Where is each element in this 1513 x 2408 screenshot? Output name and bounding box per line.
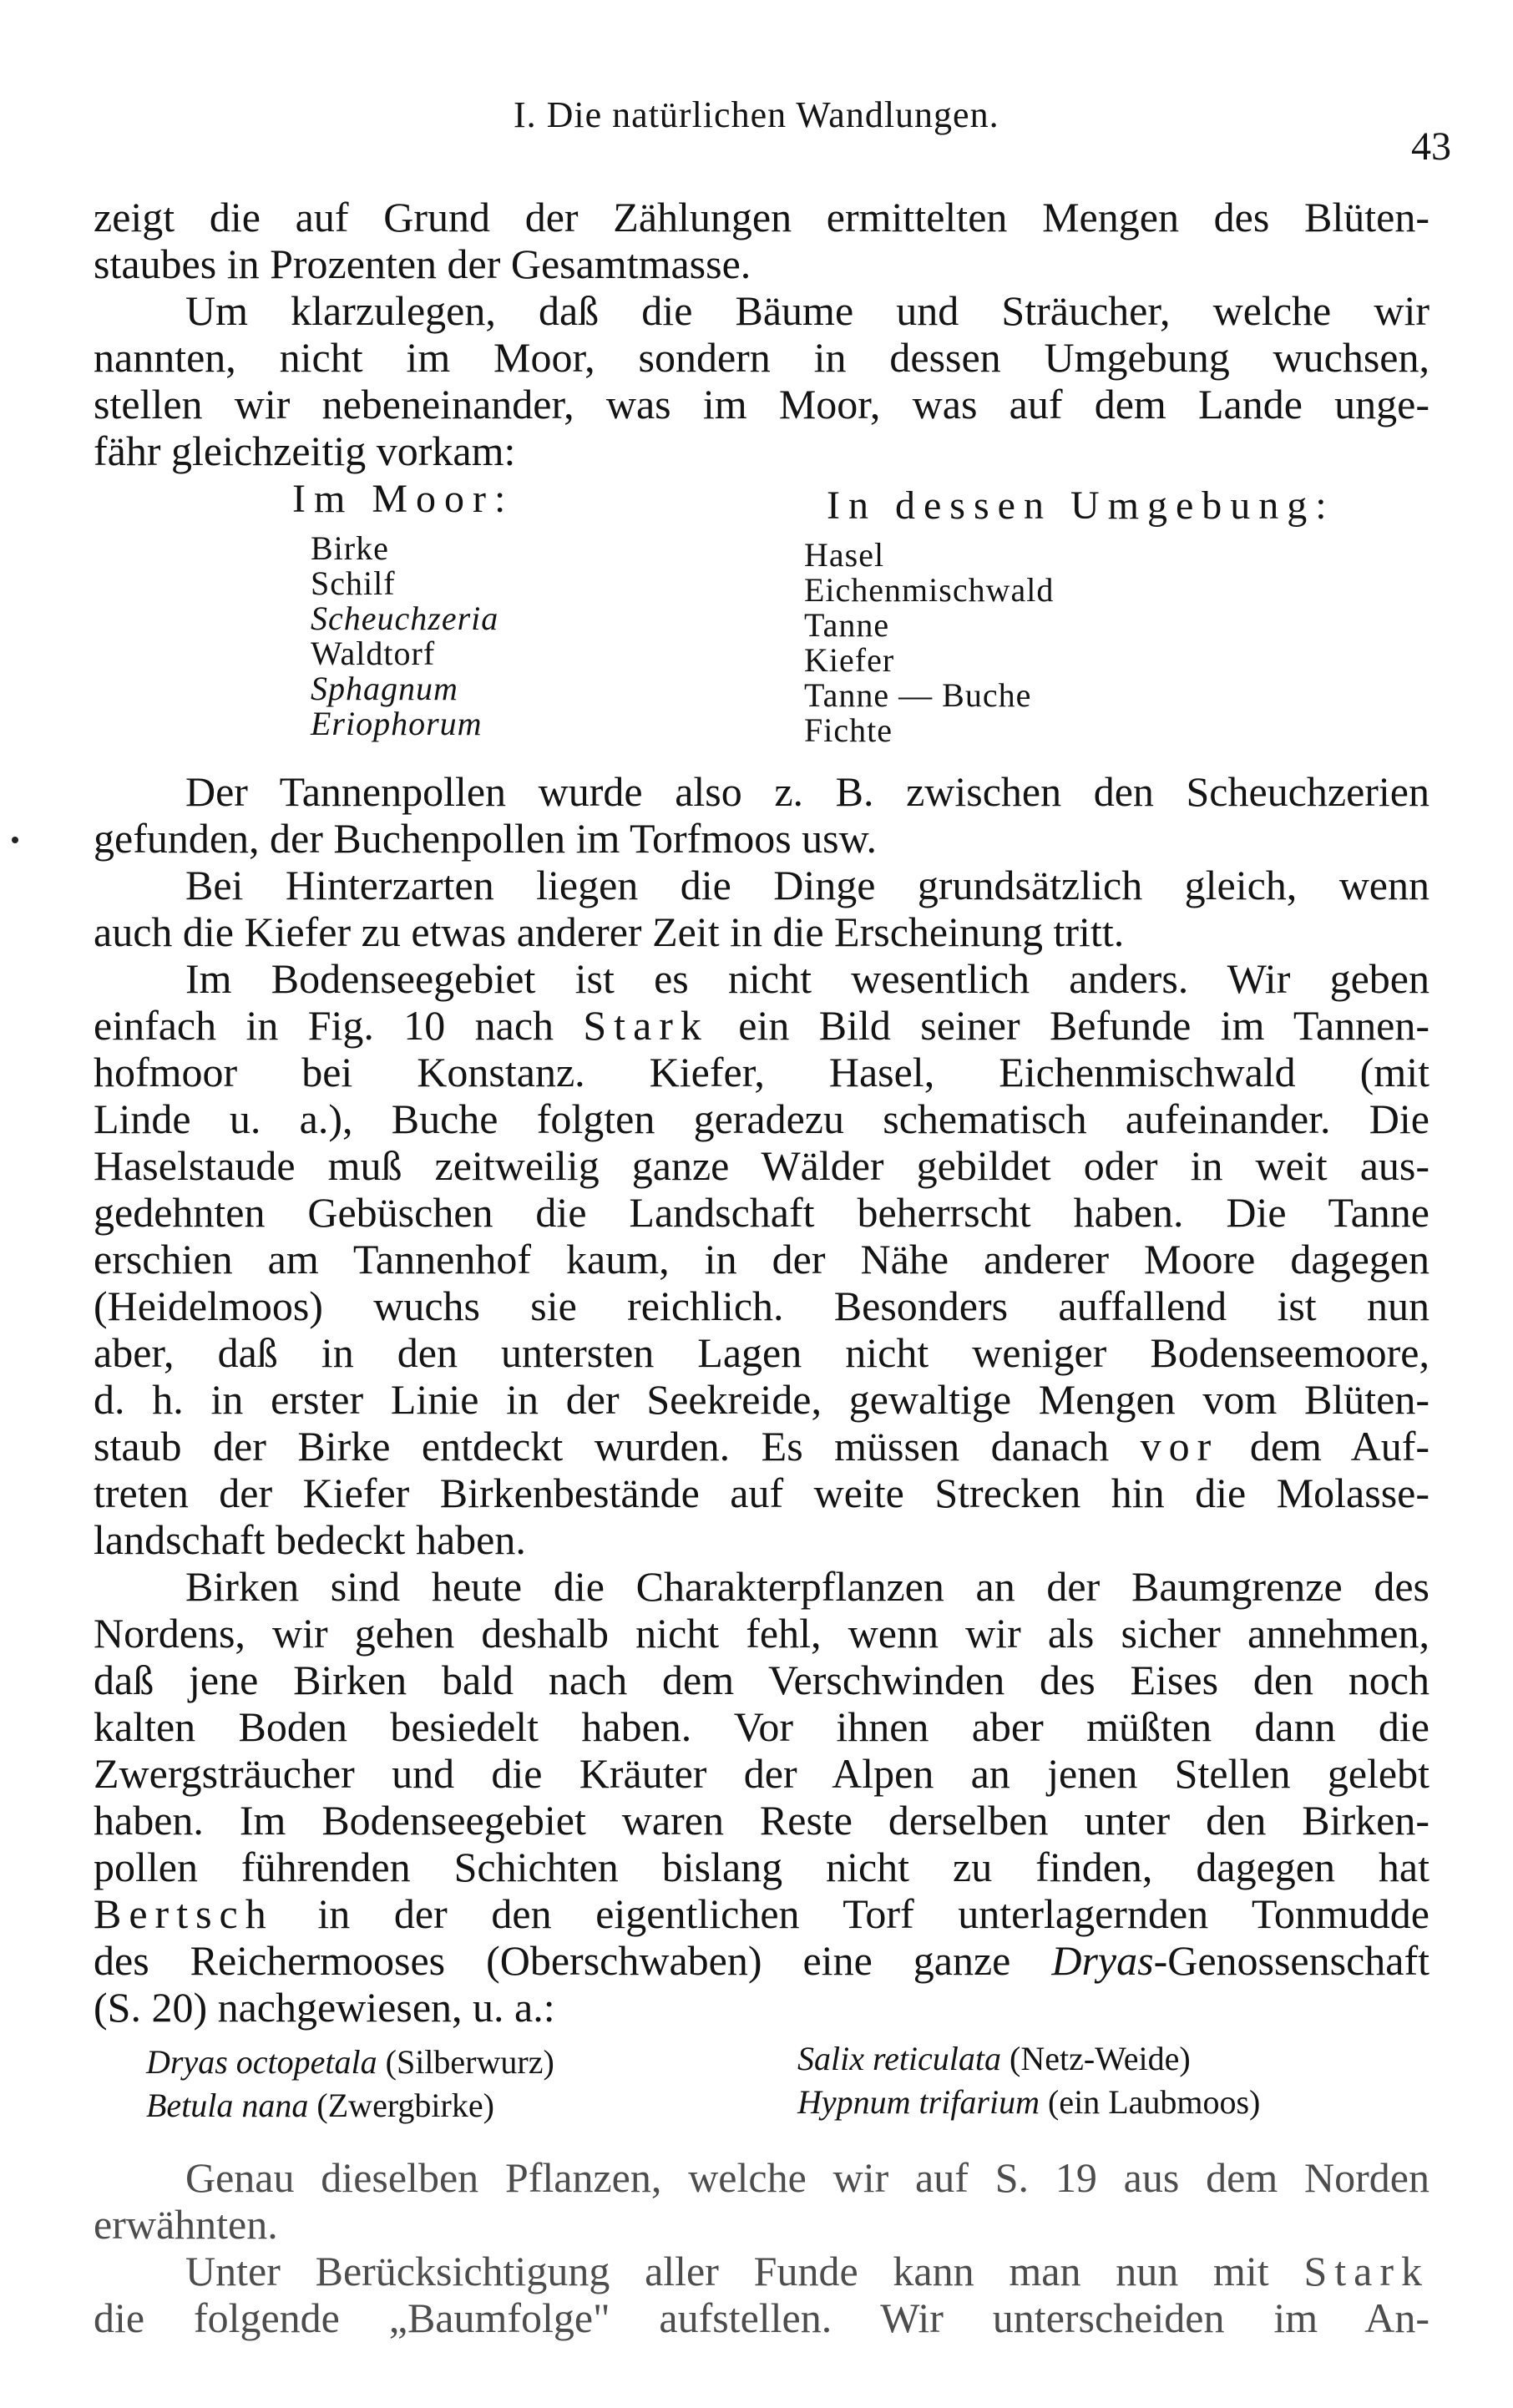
text-line: erschien am Tannenhof kaum, in der Nähe anderer Moore dagegen bbox=[94, 1236, 1430, 1282]
species-entry bbox=[146, 2084, 494, 2127]
running-title: I. Die natürlichen Wandlungen. bbox=[514, 94, 999, 135]
list-item: Fichte bbox=[804, 711, 893, 749]
list-item: Tanne — Buche bbox=[804, 676, 1032, 714]
text-line: (S. 20) nachgewiesen, u. a.: bbox=[94, 1984, 555, 2031]
text-line: Im Bodenseegebiet ist es nicht wesentlich anders. Wir geben bbox=[185, 955, 1430, 1002]
text-line bbox=[94, 2248, 1430, 2294]
text-line bbox=[94, 1423, 1430, 1470]
text-line: Nordens, wir gehen deshalb nicht fehl, wenn wir als sicher annehmen, bbox=[94, 1610, 1430, 1657]
species-entry bbox=[797, 2081, 1260, 2124]
text-span bbox=[1051, 1937, 1430, 1984]
text-line: kalten Boden besiedelt haben. Vor ihnen aber müßten dann die bbox=[94, 1703, 1430, 1750]
text-line: Bei Hinterzarten liegen die Dinge grundsätzlich gleich, wenn bbox=[185, 862, 1430, 908]
text-line bbox=[94, 1002, 1430, 1049]
author-name-bertsch: Bertsch bbox=[94, 1890, 274, 1937]
list-item: Eichenmischwald bbox=[804, 571, 1055, 609]
list-item: Hasel bbox=[804, 536, 885, 574]
text-line: zeigt die auf Grund der Zählungen ermittelten Mengen des Blüten- bbox=[94, 194, 1430, 240]
text-line: landschaft bedeckt haben. bbox=[94, 1516, 526, 1563]
column-heading-umgebung: In dessen Umgebung: bbox=[827, 483, 1335, 528]
list-item: Scheuchzeria bbox=[311, 599, 499, 637]
species-name: Hypnum trifarium bbox=[797, 2083, 1040, 2121]
text-line: gedehnten Gebüschen die Landschaft beherrscht haben. Die Tanne bbox=[94, 1189, 1430, 1236]
text-span: -Genossenschaft bbox=[1153, 1937, 1430, 1984]
author-name-stark: Stark bbox=[1303, 2248, 1430, 2294]
species-common-name: (Netz-Weide) bbox=[1010, 2040, 1191, 2077]
text-line: die folgende „Baumfolge" aufstellen. Wir unterscheiden im An- bbox=[94, 2294, 1430, 2341]
text-line: Um klarzulegen, daß die Bäume und Sträucher, welche wir bbox=[185, 287, 1430, 334]
list-item: Waldtorf bbox=[311, 635, 436, 672]
list-item: Tanne bbox=[804, 606, 890, 644]
text-span: in der den eigentlichen Torf unterlagernden Tonmudde bbox=[317, 1890, 1430, 1937]
text-line: Linde u. a.), Buche folgten geradezu schematisch aufeinander. Die bbox=[94, 1095, 1430, 1142]
text-span: dem Auf- bbox=[1249, 1423, 1430, 1470]
text-span: staub der Birke entdeckt wurden. Es müssen danach bbox=[94, 1423, 1110, 1470]
emphasis-vor: vor bbox=[1140, 1423, 1219, 1470]
species-entry bbox=[797, 2037, 1191, 2081]
species-name: Betula nana bbox=[146, 2087, 309, 2124]
species-entry bbox=[146, 2041, 554, 2084]
text-line: aber, daß in den untersten Lagen nicht weniger Bodenseemoore, bbox=[94, 1329, 1430, 1376]
author-name-stark: Stark bbox=[583, 1002, 709, 1049]
text-line: staubes in Prozenten der Gesamtmasse. bbox=[94, 240, 751, 287]
list-item: Sphagnum bbox=[311, 670, 458, 707]
text-line: nannten, nicht im Moor, sondern in dessen Umgebung wuchsen, bbox=[94, 334, 1430, 381]
text-line: erwähnten. bbox=[94, 2201, 278, 2248]
text-span: des Reichermooses (Oberschwaben) eine ganze bbox=[94, 1937, 1011, 1984]
text-line: pollen führenden Schichten bislang nicht zu finden, dagegen hat bbox=[94, 1844, 1430, 1890]
text-line: (Heidelmoos) wuchs sie reichlich. Besonders auffallend ist nun bbox=[94, 1282, 1430, 1329]
text-line: fähr gleichzeitig vorkam: bbox=[94, 427, 516, 474]
text-line: Zwergsträucher und die Kräuter der Alpen an jenen Stellen gelebt bbox=[94, 1750, 1430, 1797]
text-line: d. h. in erster Linie in der Seekreide, gewaltige Mengen vom Blüten- bbox=[94, 1376, 1430, 1423]
page-number: 43 bbox=[1411, 124, 1451, 169]
text-span: ein Bild seiner Befunde im Tannen- bbox=[738, 1002, 1430, 1049]
text-line: auch die Kiefer zu etwas anderer Zeit in die Erscheinung tritt. bbox=[94, 908, 1125, 955]
text-line: Birken sind heute die Charakterpflanzen an der Baumgrenze des bbox=[185, 1563, 1430, 1610]
species-name: Dryas octopetala bbox=[146, 2043, 377, 2081]
list-item: Eriophorum bbox=[311, 705, 483, 742]
species-common-name: (Silberwurz) bbox=[385, 2043, 554, 2081]
species-name: Salix reticulata bbox=[797, 2040, 1002, 2077]
margin-mark bbox=[12, 837, 18, 843]
species-common-name: (ein Laubmoos) bbox=[1048, 2083, 1261, 2121]
column-heading-moor: Im Moor: bbox=[292, 477, 514, 521]
moor-plant-list bbox=[311, 531, 498, 741]
text-line: Genau dieselben Pflanzen, welche wir auf S. 19 aus dem Norden bbox=[185, 2154, 1430, 2201]
text-line: stellen wir nebeneinander, was im Moor, was auf dem Lande unge- bbox=[94, 381, 1430, 427]
genus-dryas: Dryas bbox=[1051, 1937, 1154, 1984]
text-line bbox=[94, 1937, 1430, 1984]
text-line: Der Tannenpollen wurde also z. B. zwischen den Scheuchzerien bbox=[185, 768, 1430, 815]
text-line bbox=[94, 1890, 1430, 1937]
text-span: einfach in Fig. 10 nach bbox=[94, 1002, 554, 1049]
text-line: gefunden, der Buchenpollen im Torfmoos usw. bbox=[94, 815, 877, 862]
list-item: Birke bbox=[311, 529, 389, 567]
text-line: daß jene Birken bald nach dem Verschwinden des Eises den noch bbox=[94, 1657, 1430, 1703]
text-line: haben. Im Bodenseegebiet waren Reste derselben unter den Birken- bbox=[94, 1797, 1430, 1844]
list-item: Schilf bbox=[311, 564, 396, 602]
text-span: Unter Berücksichtigung aller Funde kann man nun mit bbox=[185, 2248, 1269, 2294]
text-line: Haselstaude muß zeitweilig ganze Wälder gebildet oder in weit aus- bbox=[94, 1142, 1430, 1189]
text-line: treten der Kiefer Birkenbestände auf weite Strecken hin die Molasse- bbox=[94, 1470, 1430, 1516]
text-line: hofmoor bei Konstanz. Kiefer, Hasel, Eichenmischwald (mit bbox=[94, 1049, 1430, 1095]
species-common-name: (Zwergbirke) bbox=[316, 2087, 494, 2124]
list-item: Kiefer bbox=[804, 641, 895, 679]
surroundings-plant-list bbox=[804, 538, 1054, 748]
